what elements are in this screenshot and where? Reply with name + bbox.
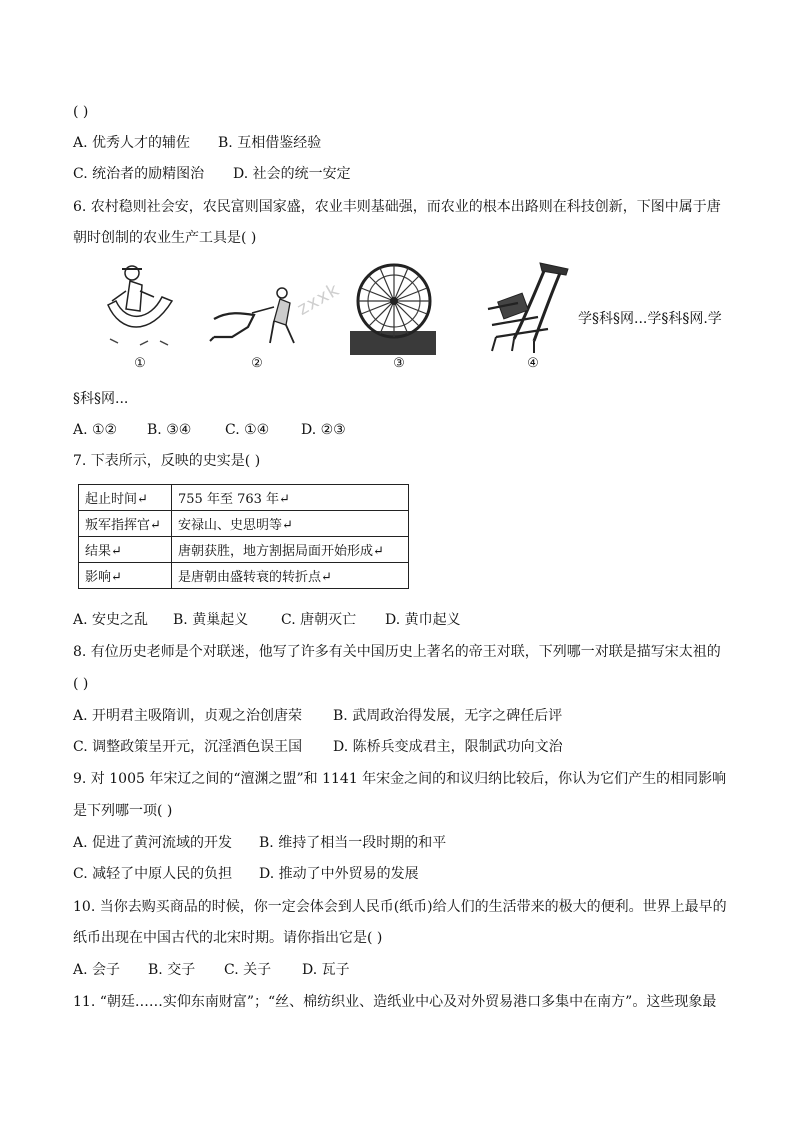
plow-icon <box>208 285 304 351</box>
q6-option-a: A. ①② <box>73 422 118 438</box>
q7-option-b: B. 黄巢起义 <box>173 612 249 628</box>
q7-table <box>78 484 409 589</box>
q5-option-d: D. 社会的统一安定 <box>233 166 351 182</box>
q8-option-c: C. 调整政策呈开元，沉淫酒色误王国 <box>73 739 303 755</box>
table-row <box>79 511 409 537</box>
table-cell: 唐朝获胜，地方割据局面开始形成↵ <box>172 537 409 563</box>
q6-option-d: D. ②③ <box>301 422 346 438</box>
faint-watermark-logo: zxxk <box>293 279 344 320</box>
table-row <box>79 563 409 589</box>
q6-option-c: C. ①④ <box>225 422 270 438</box>
table-row <box>79 485 409 511</box>
q10-option-d: D. 瓦子 <box>302 962 350 978</box>
q9-options-row2 <box>73 864 419 884</box>
q9-option-b: B. 维持了相当一段时期的和平 <box>259 835 447 851</box>
q5-options-row1 <box>73 133 321 153</box>
q7-options-row <box>73 610 461 630</box>
q9-option-d: D. 推动了中外贸易的发展 <box>259 866 419 882</box>
q9-option-c: C. 减轻了中原人民的负担 <box>73 866 233 882</box>
q8-option-b: B. 武周政治得发展，无字之碑任后评 <box>333 708 563 724</box>
q10-option-c: C. 关子 <box>224 962 272 978</box>
q11-stem-line1: 11. “朝廷……实仰东南财富”；“丝、棉纺织业、造纸业中心及对外贸易港口多集中在南方”。这些现象最 <box>73 994 717 1010</box>
figure-caption-3: ③ <box>393 356 405 371</box>
q7-option-d: D. 黄巾起义 <box>385 612 461 628</box>
q9-option-a: A. 促进了黄河流域的开发 <box>73 835 233 851</box>
q8-stem-line2: ( ) <box>73 676 89 692</box>
q6-stem-line1: 6. 农村稳则社会安，农民富则国家盛，农业丰则基础强，而农业的根本出路则在科技创新，下图中属于唐 <box>73 199 721 215</box>
q6-stem-line2: 朝时创制的农业生产工具是( ) <box>73 230 257 246</box>
q9-stem-line1: 9. 对 1005 年宋辽之间的“澶渊之盟”和 1141 年宋金之间的和议归纳比较后，你认为它们产生的相同影响 <box>73 771 727 787</box>
figure-caption-1: ① <box>134 356 146 371</box>
q10-options-row <box>73 960 350 980</box>
q5-options-row2 <box>73 164 351 184</box>
table-cell: 安禄山、史思明等↵ <box>172 511 409 537</box>
q10-option-a: A. 会子 <box>73 962 121 978</box>
q9-options-row1 <box>73 833 446 853</box>
table-cell: 结果↵ <box>79 537 172 563</box>
q6-options-row <box>73 420 346 440</box>
q6-option-b: B. ③④ <box>147 422 192 438</box>
table-cell: 755 年至 763 年↵ <box>172 485 409 511</box>
q8-options-row2 <box>73 737 563 757</box>
q5-option-b: B. 互相借鉴经验 <box>218 135 322 151</box>
table-cell: 是唐朝由盛转衰的转折点↵ <box>172 563 409 589</box>
q5-option-c: C. 统治者的励精图治 <box>73 166 205 182</box>
q9-stem-line2: 是下列哪一项( ) <box>73 803 173 819</box>
figure-caption-2: ② <box>251 356 263 371</box>
q8-stem-line1: 8. 有位历史老师是个对联迷，他写了许多有关中国历史上著名的帝王对联，下列哪一对联是描写宋太祖的 <box>73 644 721 660</box>
curved-plow-icon <box>478 259 574 355</box>
q8-option-d: D. 陈桥兵变成君主，限制武功向文治 <box>333 739 563 755</box>
table-cell: 影响↵ <box>79 563 172 589</box>
farmer-with-tool-icon <box>100 261 180 353</box>
q7-stem: 7. 下表所示，反映的史实是( ) <box>73 453 261 469</box>
q10-stem-line2: 纸币出现在中国古代的北宋时期。请你指出它是( ) <box>73 930 383 946</box>
q5-bracket: ( ) <box>73 104 89 120</box>
watermark-text-2: §科§网... <box>73 391 129 407</box>
table-row <box>79 537 409 563</box>
watermark-text-1: 学§科§网...学§科§网.学 <box>578 311 722 327</box>
q7-option-a: A. 安史之乱 <box>73 612 149 628</box>
table-cell: 起止时间↵ <box>79 485 172 511</box>
waterwheel-icon <box>350 261 436 355</box>
q7-option-c: C. 唐朝灭亡 <box>281 612 357 628</box>
table-cell: 叛军指挥官↵ <box>79 511 172 537</box>
figure-caption-4: ④ <box>527 356 539 371</box>
q5-option-a: A. 优秀人才的辅佐 <box>73 135 191 151</box>
q10-stem-line1: 10. 当你去购买商品的时候，你一定会体会到人民币(纸币)给人们的生活带来的极大的便利。世界上最早的 <box>73 899 727 915</box>
q8-option-a: A. 开明君主吸隋训，贞观之治创唐荣 <box>73 708 303 724</box>
q10-option-b: B. 交子 <box>148 962 196 978</box>
q8-options-row1 <box>73 706 562 726</box>
